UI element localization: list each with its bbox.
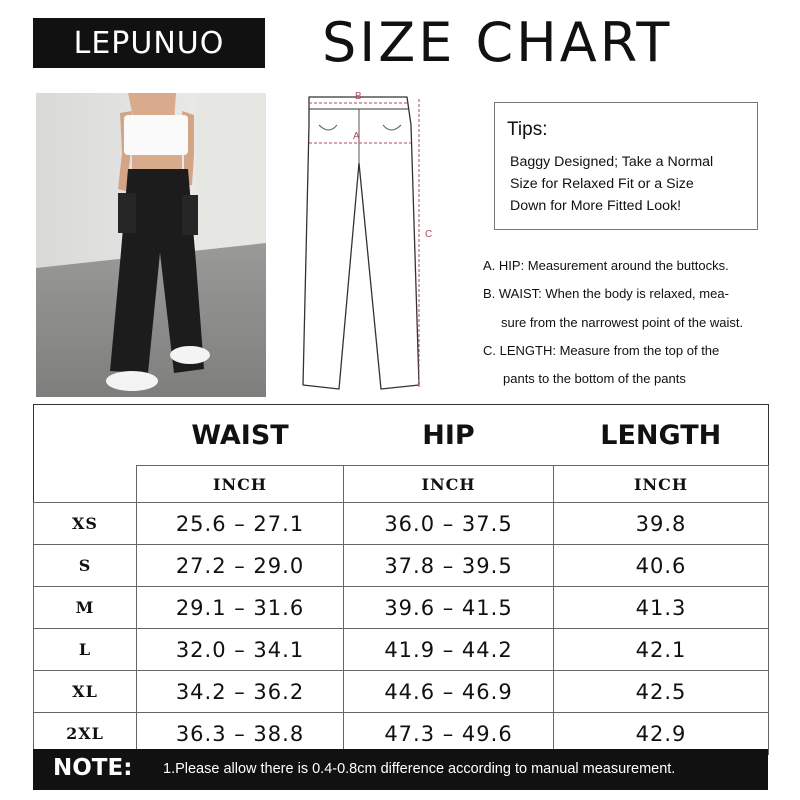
size-label: XS xyxy=(34,503,137,545)
length-value: 42.9 xyxy=(554,713,769,755)
unit-waist: INCH xyxy=(137,466,344,503)
brand-logo: LEPUNUO xyxy=(33,18,265,68)
header-length: LENGTH xyxy=(600,419,722,451)
model-wearing-pants-image xyxy=(36,93,266,397)
table-row xyxy=(34,587,769,629)
definition-waist-cont: sure from the narrowest point of the waist. xyxy=(501,315,744,330)
pants-measurement-diagram xyxy=(295,85,455,405)
waist-value: 34.2 – 36.2 xyxy=(137,671,344,713)
waist-value: 25.6 – 27.1 xyxy=(137,503,344,545)
length-value: 39.8 xyxy=(554,503,769,545)
diagram-label-c: C xyxy=(425,229,433,240)
table-row xyxy=(34,503,769,545)
size-label: L xyxy=(34,629,137,671)
table-units-row xyxy=(34,466,769,503)
product-photo xyxy=(36,93,266,397)
definition-length-cont: pants to the bottom of the pants xyxy=(503,371,686,386)
tips-line: Baggy Designed; Take a Normal xyxy=(510,154,714,170)
size-label: XL xyxy=(34,671,137,713)
waist-value: 32.0 – 34.1 xyxy=(137,629,344,671)
size-table xyxy=(33,404,769,755)
length-value: 40.6 xyxy=(554,545,769,587)
waist-value: 29.1 – 31.6 xyxy=(137,587,344,629)
size-label: S xyxy=(34,545,137,587)
size-label: 2XL xyxy=(34,713,137,755)
length-value: 41.3 xyxy=(554,587,769,629)
definition-length: C. LENGTH: Measure from the top of the xyxy=(483,343,720,358)
hip-value: 36.0 – 37.5 xyxy=(344,503,554,545)
table-header-row xyxy=(34,405,769,466)
unit-length: INCH xyxy=(554,466,769,503)
definition-waist: B. WAIST: When the body is relaxed, mea- xyxy=(483,286,729,301)
tips-box xyxy=(494,102,758,230)
hip-value: 47.3 – 49.6 xyxy=(344,713,554,755)
units-blank xyxy=(34,466,137,503)
unit-hip: INCH xyxy=(344,466,554,503)
header-waist: WAIST xyxy=(191,419,289,451)
hip-value: 44.6 – 46.9 xyxy=(344,671,554,713)
tips-body xyxy=(510,151,754,217)
size-label: M xyxy=(34,587,137,629)
note-text: 1.Please allow there is 0.4-0.8cm difference according to manual measurement. xyxy=(163,761,676,777)
definition-hip: A. HIP: Measurement around the buttocks. xyxy=(483,258,729,273)
waist-value: 36.3 – 38.8 xyxy=(137,713,344,755)
diagram-label-b: B xyxy=(355,91,362,102)
tips-title: Tips: xyxy=(507,119,548,140)
header-blank xyxy=(34,405,137,466)
page-title: SIZE CHART xyxy=(322,11,673,74)
hip-value: 41.9 – 44.2 xyxy=(344,629,554,671)
table-row xyxy=(34,545,769,587)
note-bar xyxy=(33,749,768,790)
tips-line: Size for Relaxed Fit or a Size xyxy=(510,176,694,192)
waist-value: 27.2 – 29.0 xyxy=(137,545,344,587)
note-label: NOTE: xyxy=(53,755,133,781)
table-row xyxy=(34,629,769,671)
hip-value: 39.6 – 41.5 xyxy=(344,587,554,629)
diagram-label-a: A xyxy=(353,131,360,142)
hip-value: 37.8 – 39.5 xyxy=(344,545,554,587)
tips-line: Down for More Fitted Look! xyxy=(510,198,682,214)
length-value: 42.5 xyxy=(554,671,769,713)
length-value: 42.1 xyxy=(554,629,769,671)
header-hip: HIP xyxy=(422,419,475,451)
table-row xyxy=(34,671,769,713)
